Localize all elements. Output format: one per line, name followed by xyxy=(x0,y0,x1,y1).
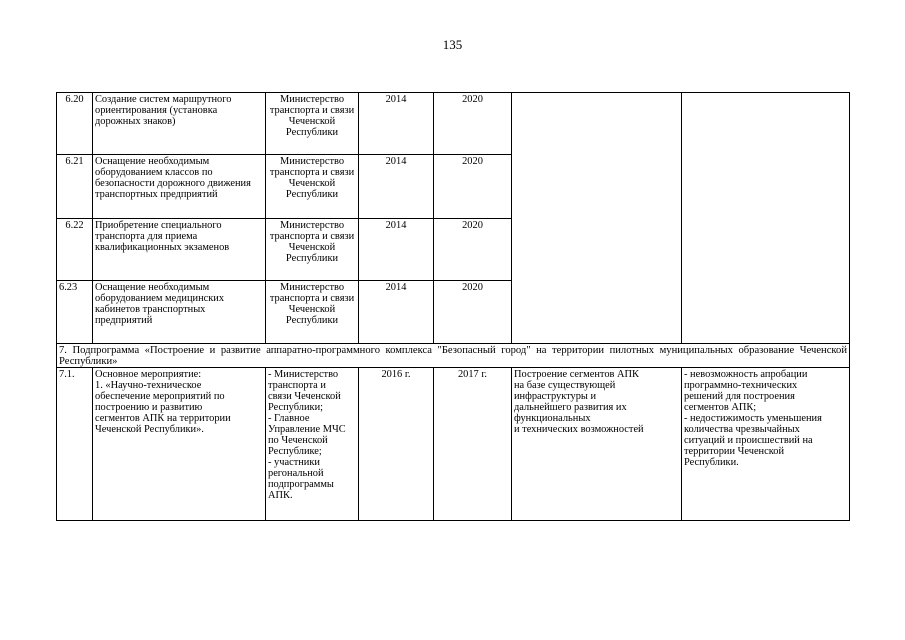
risk-consequences xyxy=(682,368,850,521)
executor: Министерство транспорта и связи Чеченской Республики xyxy=(266,93,359,155)
end-year: 2017 г. xyxy=(434,368,512,521)
page-number: 135 xyxy=(442,37,463,52)
table-row xyxy=(57,368,850,521)
text-line: по Чеченской xyxy=(268,435,328,446)
expected-result-cell xyxy=(512,93,682,344)
text-line: Республике; xyxy=(268,446,322,457)
start-year: 2014 xyxy=(359,281,434,344)
program-table xyxy=(56,92,850,521)
text-line: построению и развитию xyxy=(95,402,203,413)
start-year: 2014 xyxy=(359,93,434,155)
text-line: Республики. xyxy=(684,457,739,468)
text-line: подпрограммы xyxy=(268,479,334,490)
end-year: 2020 xyxy=(434,93,512,155)
subprogram-title: 7. Подпрограмма «Построение и развитие аппаратно-программного комплекса "Безопасный город" на территории пилотных муниципальных образование Чеченской Республики» xyxy=(57,344,850,368)
text-line: связи Чеченской xyxy=(268,391,341,402)
risk-cell xyxy=(682,93,850,344)
executor: Министерство транспорта и связи Чеченской Республики xyxy=(266,155,359,219)
row-number: 6.23 xyxy=(57,281,93,344)
text-line: на базе существующей xyxy=(514,380,616,391)
text-line: ситуаций и происшествий на xyxy=(684,435,813,446)
text-line: - Главное xyxy=(268,413,310,424)
text-line: инфраструктуры и xyxy=(514,391,597,402)
executor xyxy=(266,368,359,521)
text-line: сегментов АПК на территории xyxy=(95,413,231,424)
end-year: 2020 xyxy=(434,155,512,219)
text-line: обеспечение мероприятий по xyxy=(95,391,225,402)
measure-name: Оснащение необходимым оборудованием медицинских кабинетов транспортных предприятий xyxy=(93,281,266,344)
executor: Министерство транспорта и связи Чеченской Республики xyxy=(266,219,359,281)
measure-name: Создание систем маршрутного ориентирования (установка дорожных знаков) xyxy=(93,93,266,155)
text-line: решений для построения xyxy=(684,391,795,402)
table-row xyxy=(57,93,850,155)
text-line: Республики; xyxy=(268,402,324,413)
text-line: регональной xyxy=(268,468,324,479)
text-line: Чеченской Республики». xyxy=(95,424,204,435)
end-year: 2020 xyxy=(434,219,512,281)
text-line: Построение сегментов АПК xyxy=(514,369,639,380)
text-line: дальнейшего развития их xyxy=(514,402,627,413)
row-number: 6.21 xyxy=(57,155,93,219)
text-line: Основное мероприятие: xyxy=(95,369,202,380)
start-year: 2016 г. xyxy=(359,368,434,521)
end-year: 2020 xyxy=(434,281,512,344)
measure-name: Приобретение специального транспорта для приема квалификационных экзаменов xyxy=(93,219,266,281)
text-line: территории Чеченской xyxy=(684,446,785,457)
text-line: 1. «Научно-техническое xyxy=(95,380,202,391)
text-line: транспорта и xyxy=(268,380,326,391)
start-year: 2014 xyxy=(359,219,434,281)
row-number: 7.1. xyxy=(57,368,93,521)
text-line: - Министерство xyxy=(268,369,339,380)
text-line: - недостижимость уменьшения xyxy=(684,413,822,424)
text-line: сегментов АПК; xyxy=(684,402,757,413)
measure-name xyxy=(93,368,266,521)
section-header-row xyxy=(57,344,850,368)
measure-name: Оснащение необходимым оборудованием классов по безопасности дорожного движения транспортных предприятий xyxy=(93,155,266,219)
text-line: и технических возможностей xyxy=(514,424,644,435)
text-line: - участники xyxy=(268,457,320,468)
start-year: 2014 xyxy=(359,155,434,219)
executor: Министерство транспорта и связи Чеченской Республики xyxy=(266,281,359,344)
text-line: - невозможность апробации xyxy=(684,369,808,380)
text-line: программно-технических xyxy=(684,380,798,391)
text-line: количества чрезвычайных xyxy=(684,424,800,435)
expected-result xyxy=(512,368,682,521)
row-number: 6.22 xyxy=(57,219,93,281)
text-line: АПК. xyxy=(268,490,293,501)
text-line: функциональных xyxy=(514,413,591,424)
text-line: Управление МЧС xyxy=(268,424,346,435)
row-number: 6.20 xyxy=(57,93,93,155)
